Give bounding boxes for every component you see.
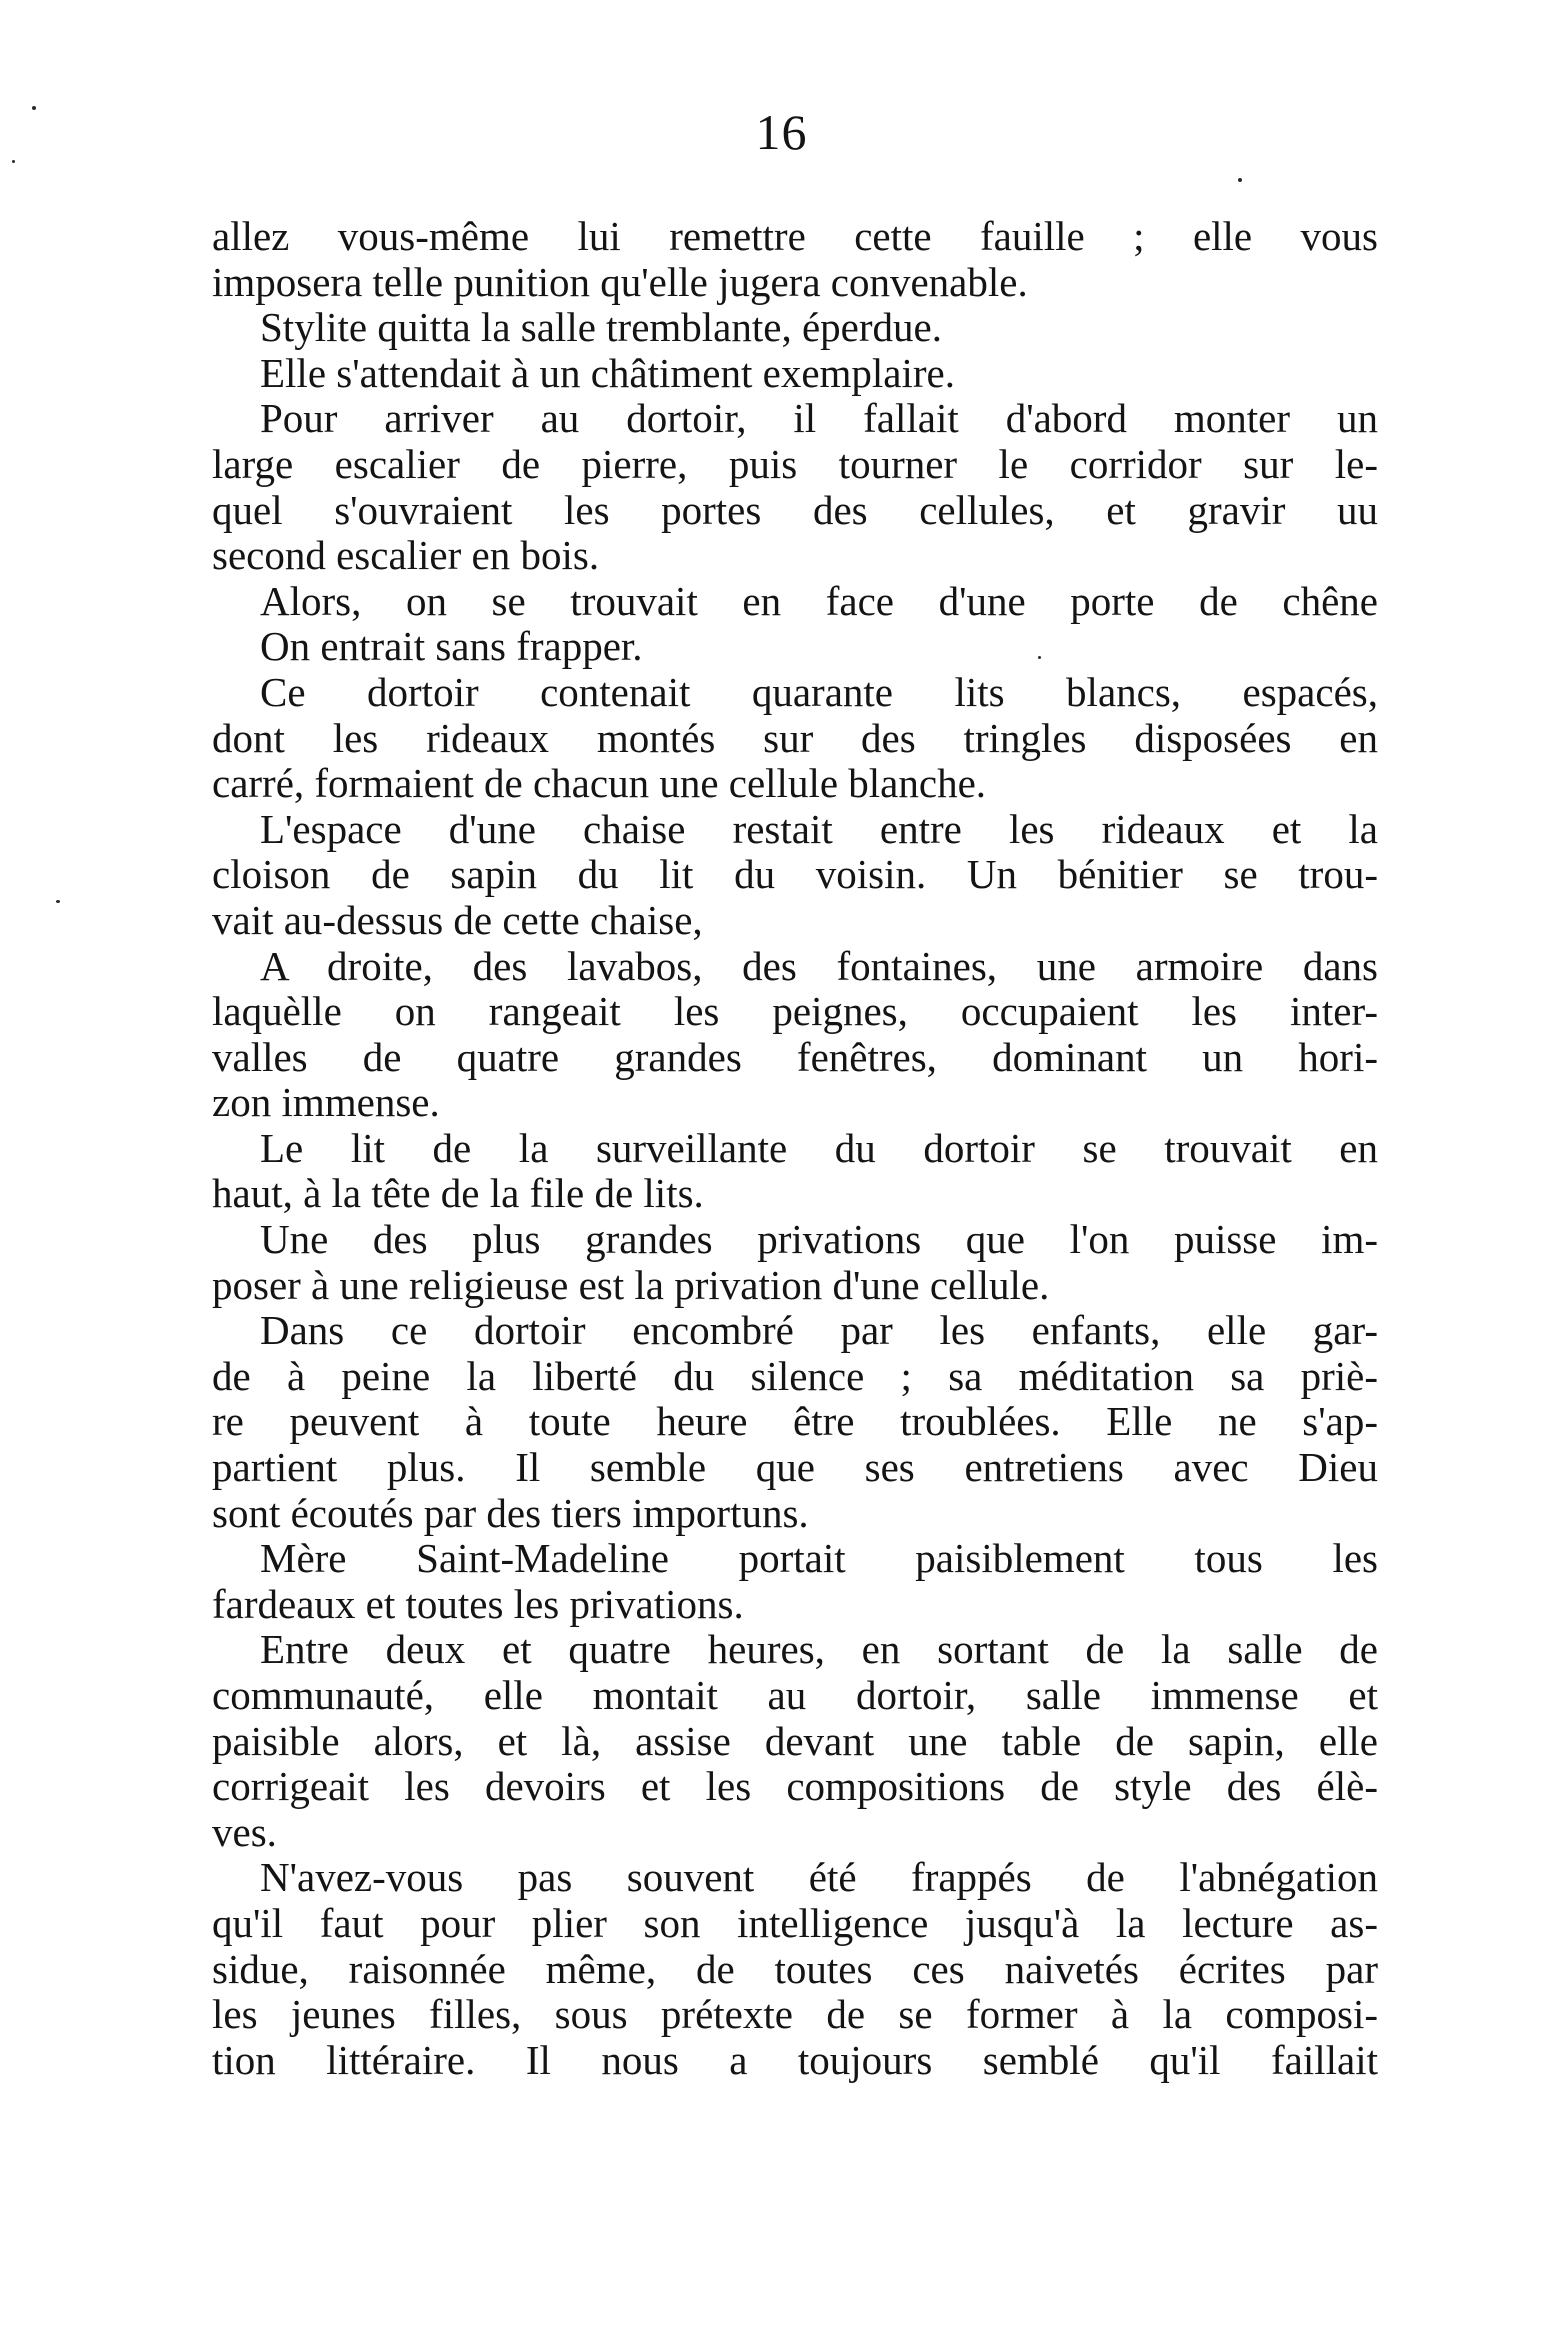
text-line: corrigeait les devoirs et les compositions de style des élè- bbox=[212, 1763, 1378, 1810]
text-line: de à peine la liberté du silence ; sa méditation sa priè- bbox=[212, 1352, 1378, 1399]
text-line: Pour arriver au dortoir, il fallait d'abord monter un bbox=[260, 395, 1378, 442]
text-line: fardeaux et toutes les privations. bbox=[212, 1580, 744, 1627]
scan-speck bbox=[1038, 656, 1041, 659]
text-line: quel s'ouvraient les portes des cellules, et gravir uu bbox=[212, 486, 1378, 533]
text-line: allez vous-même lui remettre cette fauille ; elle vous bbox=[212, 213, 1378, 259]
body-text bbox=[212, 214, 1378, 2083]
scan-speck bbox=[12, 160, 15, 163]
text-line: sidue, raisonnée même, de toutes ces naivetés écrites par bbox=[212, 1945, 1378, 1992]
text-line: Ce dortoir contenait quarante lits blancs, espacés, bbox=[260, 668, 1378, 715]
text-line: communauté, elle montait au dortoir, salle immense et bbox=[212, 1672, 1378, 1718]
text-line: Entre deux et quatre heures, en sortant de la salle de bbox=[260, 1626, 1378, 1673]
text-line: Stylite quitta la salle tremblante, éperdue. bbox=[260, 304, 942, 351]
text-line: re peuvent à toute heure être troublées. Elle ne s'ap- bbox=[212, 1398, 1378, 1445]
text-line: laquèlle on rangeait les peignes, occupaient les inter- bbox=[212, 988, 1378, 1035]
text-line: haut, à la tête de la file de lits. bbox=[212, 1170, 704, 1217]
text-line: sont écoutés par des tiers importuns. bbox=[212, 1489, 809, 1536]
page-number: 16 bbox=[755, 104, 808, 160]
text-line: zon immense. bbox=[212, 1079, 440, 1126]
text-line: A droite, des lavabos, des fontaines, une armoire dans bbox=[260, 942, 1378, 989]
text-line: Mère Saint-Madeline portait paisiblement tous les bbox=[260, 1535, 1378, 1582]
text-line: carré, formaient de chacun une cellule blanche. bbox=[212, 760, 987, 807]
text-line: poser à une religieuse est la privation d'une cellule. bbox=[212, 1261, 1050, 1308]
text-line: Le lit de la surveillante du dortoir se trouvait en bbox=[260, 1124, 1378, 1171]
scan-speck bbox=[32, 106, 36, 110]
text-line: les jeunes filles, sous prétexte de se former à la composi- bbox=[212, 1991, 1378, 2038]
text-line: second escalier en bois. bbox=[212, 532, 600, 579]
text-line: ves. bbox=[212, 1808, 277, 1855]
text-line: partient plus. Il semble que ses entretiens avec Dieu bbox=[212, 1444, 1378, 1491]
text-line: qu'il faut pour plier son intelligence jusqu'à la lecture as- bbox=[212, 1899, 1378, 1946]
text-line: valles de quatre grandes fenêtres, dominant un hori- bbox=[212, 1033, 1378, 1080]
text-line: large escalier de pierre, puis tourner le corridor sur le- bbox=[212, 440, 1378, 487]
text-line: Une des plus grandes privations que l'on puisse im- bbox=[260, 1216, 1378, 1263]
scan-speck bbox=[56, 900, 60, 903]
text-line: dont les rideaux montés sur des tringles disposées en bbox=[212, 714, 1378, 761]
text-line: L'espace d'une chaise restait entre les rideaux et la bbox=[260, 805, 1378, 852]
text-line: cloison de sapin du lit du voisin. Un bénitier se trou- bbox=[212, 851, 1378, 898]
text-line: Alors, on se trouvait en face d'une porte de chêne bbox=[260, 577, 1378, 624]
text-line: Elle s'attendait à un châtiment exemplaire. bbox=[260, 349, 955, 396]
text-line: Dans ce dortoir encombré par les enfants, elle gar- bbox=[260, 1307, 1378, 1354]
text-line: On entrait sans frapper. bbox=[260, 623, 643, 670]
text-line: N'avez-vous pas souvent été frappés de l'abnégation bbox=[260, 1854, 1378, 1901]
text-line: imposera telle punition qu'elle jugera convenable. bbox=[212, 258, 1028, 305]
text-line: vait au-dessus de cette chaise, bbox=[212, 896, 703, 943]
text-line: paisible alors, et là, assise devant une table de sapin, elle bbox=[212, 1717, 1378, 1764]
text-line: tion littéraire. Il nous a toujours semblé qu'il faillait bbox=[212, 2036, 1378, 2083]
scan-speck bbox=[1238, 178, 1242, 182]
